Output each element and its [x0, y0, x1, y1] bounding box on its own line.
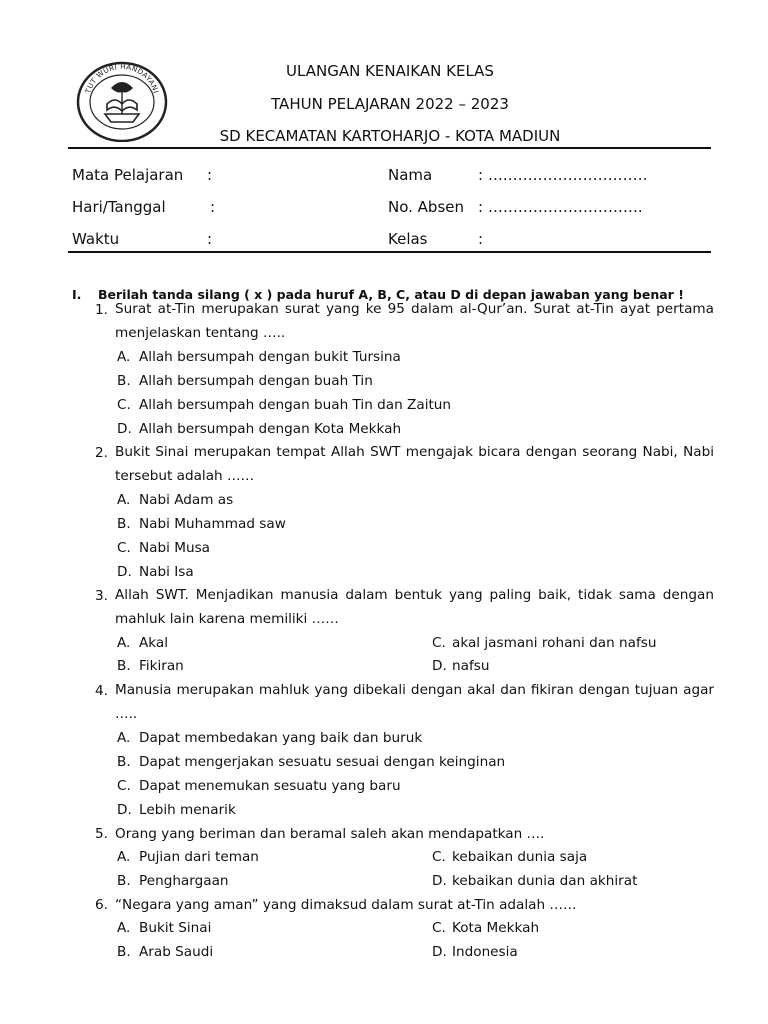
subject-label: Mata Pelajaran: [72, 166, 184, 184]
option-text: Kota Mekkah: [452, 920, 540, 936]
option-text: Nabi Isa: [139, 564, 194, 580]
question-number: 2.: [95, 445, 108, 461]
option-text: Dapat membedakan yang baik dan buruk: [139, 730, 423, 746]
option-letter[interactable]: B.: [117, 944, 131, 960]
question-line: “Negara yang aman” yang dimaksud dalam surat at-Tin adalah ……: [115, 897, 577, 913]
question-number: 6.: [95, 897, 108, 913]
option-text: Fikiran: [139, 658, 184, 674]
option-text: Arab Saudi: [139, 944, 214, 960]
question-line: …..: [115, 705, 138, 722]
time-colon: :: [207, 230, 213, 248]
option-letter[interactable]: B.: [117, 658, 131, 674]
question-text: [115, 679, 714, 726]
option-text: Akal: [139, 635, 169, 651]
question-line: Bukit Sinai merupakan tempat Allah SWT mengajak bicara dengan seorang Nabi, Nabi: [115, 444, 714, 460]
question-line: Allah SWT. Menjadikan manusia dalam bentuk yang paling baik, tidak sama dengan: [115, 587, 714, 603]
option-letter[interactable]: A.: [117, 492, 131, 508]
meta-divider: [68, 251, 711, 253]
option-letter[interactable]: C.: [117, 778, 131, 794]
question-line: tersebut adalah ……: [115, 467, 255, 484]
option-text: Nabi Adam as: [139, 492, 234, 508]
option-letter[interactable]: D.: [432, 944, 447, 960]
class-colon: :: [478, 230, 484, 248]
option-text: Pujian dari teman: [139, 849, 259, 865]
option-letter[interactable]: A.: [117, 730, 131, 746]
header-divider: [68, 147, 711, 149]
option-letter[interactable]: B.: [117, 873, 131, 889]
day-colon: :: [210, 198, 216, 216]
question-number: 5.: [95, 826, 108, 842]
class-label: Kelas: [388, 230, 428, 248]
option-letter[interactable]: C.: [117, 540, 131, 556]
option-letter[interactable]: C.: [117, 397, 131, 413]
option-letter[interactable]: B.: [117, 373, 131, 389]
option-text: Nabi Musa: [139, 540, 210, 556]
time-label: Waktu: [72, 230, 120, 248]
option-text: Dapat menemukan sesuatu yang baru: [139, 778, 401, 794]
question-line: Surat at-Tin merupakan surat yang ke 95 dalam al-Qur’an. Surat at-Tin ayat pertama: [115, 301, 714, 317]
option-letter[interactable]: B.: [117, 516, 131, 532]
option-text: Allah bersumpah dengan Kota Mekkah: [139, 421, 402, 437]
option-letter[interactable]: A.: [117, 349, 131, 365]
option-letter[interactable]: D.: [432, 658, 447, 674]
section-number: I.: [72, 287, 82, 302]
school-name: SD KECAMATAN KARTOHARJO - KOTA MADIUN: [219, 127, 561, 145]
option-text: Indonesia: [452, 944, 518, 960]
logo-motto-text: TUT WURI HANDAYANI: [83, 61, 161, 95]
option-letter[interactable]: D.: [117, 421, 132, 437]
option-letter[interactable]: D.: [117, 564, 132, 580]
question-line: Orang yang beriman dan beramal saleh akan mendapatkan ….: [115, 826, 545, 842]
subject-colon: :: [207, 166, 213, 184]
option-text: Penghargaan: [139, 873, 229, 889]
option-text: kebaikan dunia saja: [452, 849, 588, 865]
option-text: akal jasmani rohani dan nafsu: [452, 635, 657, 651]
school-year: TAHUN PELAJARAN 2022 – 2023: [271, 95, 509, 113]
option-text: Nabi Muhammad saw: [139, 516, 286, 532]
option-text: nafsu: [452, 658, 490, 674]
school-emblem-logo: [75, 58, 169, 142]
question-number: 1.: [95, 302, 108, 318]
question-text: [115, 441, 714, 488]
question-line: menjelaskan tentang …..: [115, 324, 286, 341]
option-letter[interactable]: A.: [117, 635, 131, 651]
absen-field[interactable]: : ………………………….: [478, 198, 643, 216]
option-letter[interactable]: C.: [432, 635, 446, 651]
option-text: Bukit Sinai: [139, 920, 212, 936]
question-number: 4.: [95, 683, 108, 699]
option-text: kebaikan dunia dan akhirat: [452, 873, 638, 889]
option-text: Allah bersumpah dengan buah Tin: [139, 373, 373, 389]
absen-label: No. Absen: [388, 198, 465, 216]
question-text: [115, 584, 714, 631]
option-text: Allah bersumpah dengan bukit Tursina: [139, 349, 401, 365]
option-letter[interactable]: C.: [432, 920, 446, 936]
name-label: Nama: [388, 166, 433, 184]
option-text: Lebih menarik: [139, 802, 236, 818]
name-field[interactable]: : ….……………………….: [478, 166, 648, 184]
question-text: [115, 298, 714, 345]
option-letter[interactable]: A.: [117, 920, 131, 936]
option-text: Allah bersumpah dengan buah Tin dan Zaitun: [139, 397, 452, 413]
option-letter[interactable]: D.: [117, 802, 132, 818]
option-letter[interactable]: B.: [117, 754, 131, 770]
day-label: Hari/Tanggal: [72, 198, 166, 216]
option-letter[interactable]: A.: [117, 849, 131, 865]
option-letter[interactable]: C.: [432, 849, 446, 865]
option-text: Dapat mengerjakan sesuatu sesuai dengan keinginan: [139, 754, 506, 770]
exam-title: ULANGAN KENAIKAN KELAS: [286, 62, 494, 80]
section-instruction: Berilah tanda silang ( x ) pada huruf A, B, C, atau D di depan jawaban yang benar !: [98, 287, 684, 302]
question-line: mahluk lain karena memiliki ……: [115, 610, 339, 627]
question-line: Manusia merupakan mahluk yang dibekali dengan akal dan fikiran dengan tujuan agar: [115, 682, 714, 698]
question-number: 3.: [95, 588, 108, 604]
option-letter[interactable]: D.: [432, 873, 447, 889]
